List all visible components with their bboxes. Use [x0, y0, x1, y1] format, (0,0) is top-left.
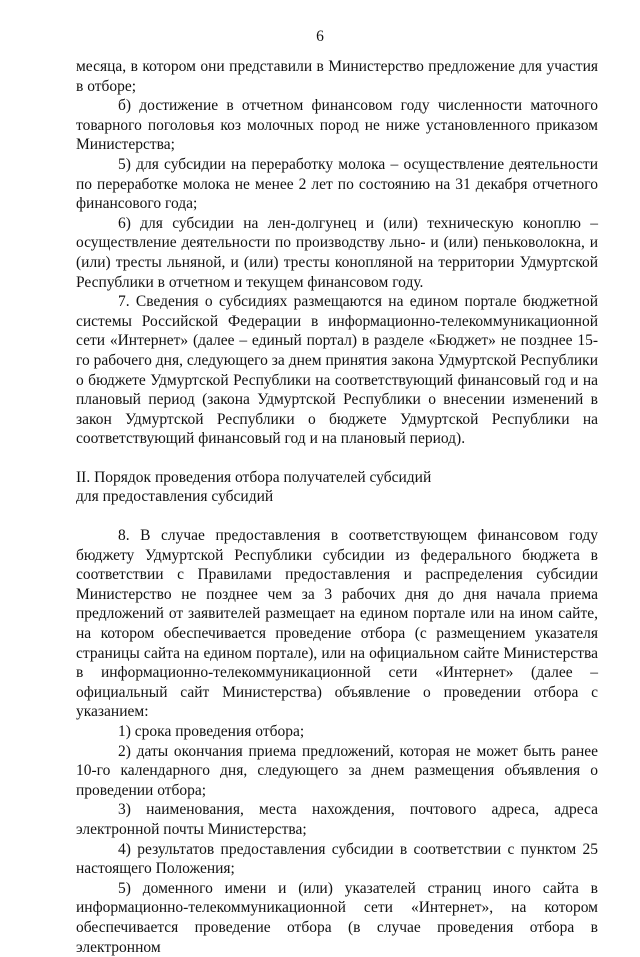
list-item-8-2: 2) даты окончания приема предложений, которая не может быть ранее 10-го календарного дня, следующего за днем размещения объявления о проведении отбора; [76, 742, 598, 799]
paragraph-continuation: месяца, в котором они представили в Министерство предложение для участия в отборе; [76, 58, 598, 95]
paragraph-item-b: б) достижение в отчетном финансовом году численности маточного товарного поголовья коз молочных пород не ниже установленного приказом Министерства; [76, 97, 598, 154]
section-heading-line-1: II. Порядок проведения отбора получателей субсидий [76, 468, 432, 486]
paragraph-item-6: 6) для субсидии на лен-долгунец и (или) техническую коноплю – осуществление деятельности по производству льно- и (или) пеньковолокна, и (или) тресты льняной, и (или) тресты конопляной на территории Удмуртской Республики в отчетном и текущем финансовом году. [76, 214, 598, 291]
section-heading-line-2: для предоставления субсидий [76, 488, 274, 506]
paragraph-item-5: 5) для субсидии на переработку молока – осуществление деятельности по переработке молока не менее 2 лет по состоянию на 31 декабря отчетного финансового года; [76, 155, 598, 213]
paragraph-clause-7: 7. Сведения о субсидиях размещаются на едином портале бюджетной системы Российской Федерации в информационно-телекоммуникационной сети «Интернет» (далее – единый портал) в разделе «Бюджет» не позднее 15-го рабочего дня, следующего за днем принятия закона Удмуртской Республики о бюджете Удмуртской Республики на соответствующий финансовый год и на плановый период (закона Удмуртской Республики о внесении изменений в закон Удмуртской Республики о бюджете Удмуртской Республики на соответствующий финансовый год и на плановый период). [76, 293, 598, 448]
document-body [76, 57, 598, 957]
list-item-8-3: 3) наименования, места нахождения, почтового адреса, адреса электронной почты Министерства; [76, 801, 598, 838]
list-item-8-1: 1) срока проведения отбора; [118, 723, 305, 740]
paragraph-clause-8: 8. В случае предоставления в соответствующем финансовом году бюджету Удмуртской Республики субсидии из федерального бюджета в соответствии с Правилами предоставления и распределения субсидии Министерство не позднее чем за 3 рабочих дня до дня начала приема предложений от заявителей размещает на едином портале или на ином сайте, на котором обеспечивается проведение отбора (с размещением указателя страницы сайта на едином портале), или на официальном сайте Министерства в информационно-телекоммуникационной сети «Интернет» (далее – официальный сайт Министерства) объявление о проведении отбора с указанием: [76, 527, 598, 721]
section-heading [76, 468, 598, 507]
list-item-8-4: 4) результатов предоставления субсидии в соответствии с пунктом 25 настоящего Положения; [76, 840, 598, 878]
page-number: 6 [316, 28, 324, 45]
list-item-8-5: 5) доменного имени и (или) указателей страниц иного сайта в информационно-телекоммуникационной сети «Интернет», на котором обеспечивается проведение отбора (в случае проведения отбора в электронном [76, 879, 598, 956]
